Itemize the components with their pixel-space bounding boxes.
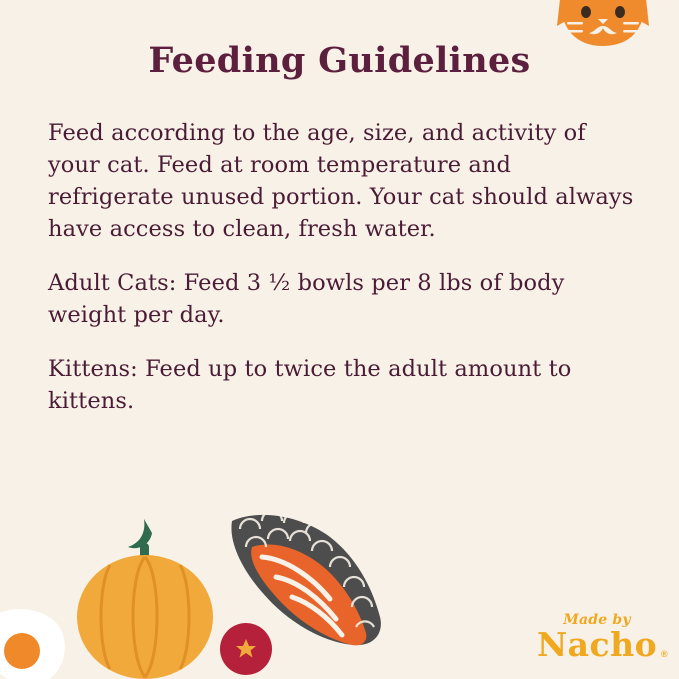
registered-mark: ® bbox=[661, 649, 669, 659]
food-illustration bbox=[0, 499, 440, 679]
cranberry-icon bbox=[220, 623, 272, 675]
brand-name-text bbox=[537, 625, 669, 664]
brand-madeby-text: Made by bbox=[563, 612, 631, 628]
brand-name-label: Nacho bbox=[537, 625, 658, 664]
feeding-instructions bbox=[48, 118, 636, 418]
paragraph-adult-cats: Adult Cats: Feed 3 ½ bowls per 8 lbs of body weight per day. bbox=[48, 269, 565, 328]
paragraph-kittens: Kittens: Feed up to twice the adult amount to kittens. bbox=[48, 355, 572, 414]
paragraph-general: Feed according to the age, size, and activity of your cat. Feed at room temperature and refrigerate unused portion. Your cat should always have access to clean, fresh water. bbox=[48, 120, 634, 242]
egg-icon bbox=[0, 609, 65, 679]
pumpkin-icon bbox=[77, 519, 213, 679]
brand-logo bbox=[537, 612, 669, 664]
page-title: Feeding Guidelines bbox=[148, 40, 531, 81]
